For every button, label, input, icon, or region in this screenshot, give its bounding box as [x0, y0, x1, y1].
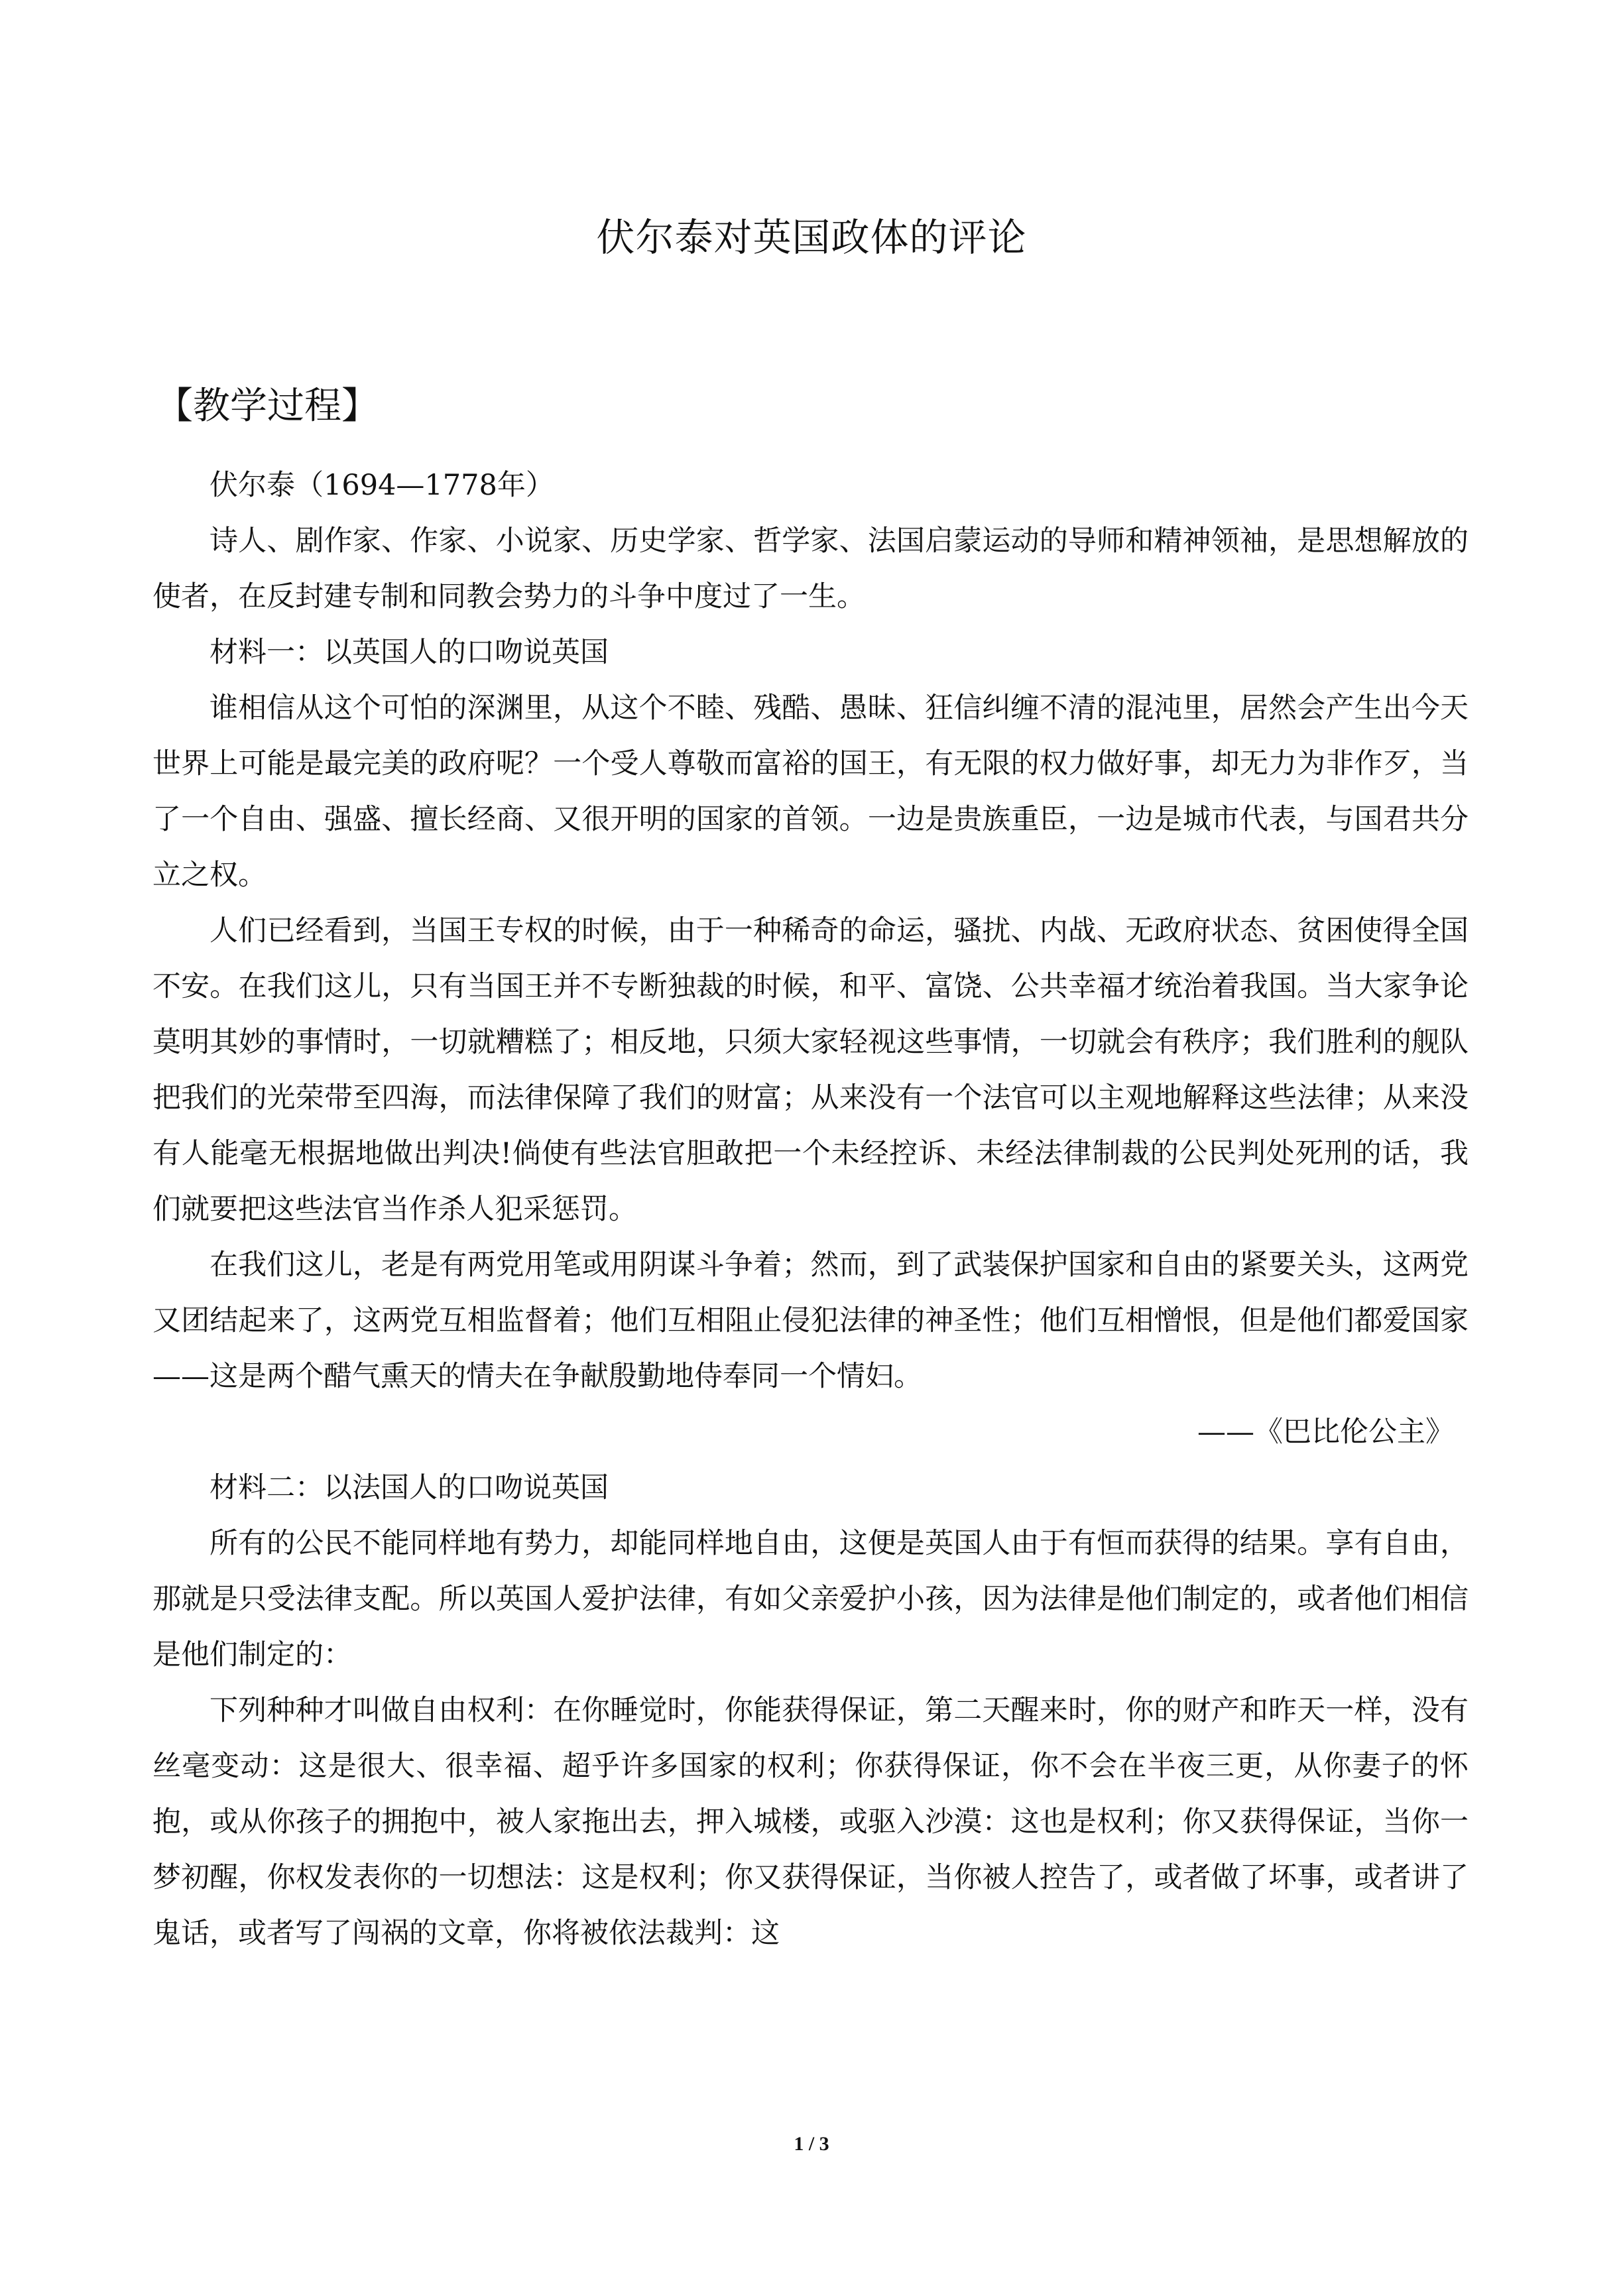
paragraph-material-one-1: 谁相信从这个可怕的深渊里，从这个不睦、残酷、愚昧、狂信纠缠不清的混沌里，居然会产生出今天世界上可能是最完美的政府呢？一个受人尊敬而富裕的国王，有无限的权力做好事，却无力为非作歹，当了一个自由、强盛、擅长经商、又很开明的国家的首领。一边是贵族重臣，一边是城市代表，与国君共分立之权。 — [152, 692, 1469, 892]
paragraph-material-two-1: 所有的公民不能同样地有势力，却能同样地自由，这便是英国人由于有恒而获得的结果。享有自由，那就是只受法律支配。所以英国人爱护法律，有如父亲爱护小孩，因为法律是他们制定的，或者他们相信是他们制定的： — [152, 1527, 1469, 1671]
paragraph-material-two-2: 下列种种才叫做自由权利：在你睡觉时，你能获得保证，第二天醒来时，你的财产和昨天一样，没有丝毫变动：这是很大、很幸福、超乎许多国家的权利；你获得保证，你不会在半夜三更，从你妻子的怀抱，或从你孩子的拥抱中，被人家拖出去，押入城楼，或驱入沙漠：这也是权利；你又获得保证，当你一梦初醒，你权发表你的一切想法：这是权利；你又获得保证，当你被人控告了，或者做了坏事，或者讲了鬼话，或者写了闯祸的文章，你将被依法裁判：这 — [152, 1694, 1469, 1950]
paragraph-material-one-3: 在我们这儿，老是有两党用笔或用阴谋斗争着；然而，到了武装保护国家和自由的紧要关头，这两党又团结起来了，这两党互相监督着；他们互相阻止侵犯法律的神圣性；他们互相憎恨，但是他们都爱国家——这是两个醋气熏天的情夫在争献殷勤地侍奉同一个情妇。 — [152, 1248, 1469, 1393]
paragraph-voltaire-dates: 伏尔泰（1694—1778年） — [210, 469, 554, 502]
document-body — [152, 457, 1469, 1961]
document-title: 伏尔泰对英国政体的评论 — [596, 215, 1027, 260]
page-number: 1 / 3 — [794, 2133, 829, 2155]
paragraph-material-one-2: 人们已经看到，当国王专权的时候，由于一种稀奇的命运，骚扰、内战、无政府状态、贫困使得全国不安。在我们这儿，只有当国王并不专断独裁的时候，和平、富饶、公共幸福才统治着我国。当大家争论莫明其妙的事情时，一切就糟糕了；相反地，只须大家轻视这些事情，一切就会有秩序；我们胜利的舰队把我们的光荣带至四海，而法律保障了我们的财富；从来没有一个法官可以主观地解释这些法律；从来没有人能毫无根据地做出判决!倘使有些法官胆敢把一个未经控诉、未经法律制裁的公民判处死刑的话，我们就要把这些法官当作杀人犯采惩罚。 — [152, 914, 1469, 1226]
source-citation: ——《巴比伦公主》 — [1197, 1416, 1454, 1449]
material-two-heading: 材料二：以法国人的口吻说英国 — [210, 1471, 609, 1504]
material-one-heading: 材料一：以英国人的口吻说英国 — [210, 636, 609, 669]
paragraph-voltaire-intro: 诗人、剧作家、作家、小说家、历史学家、哲学家、法国启蒙运动的导师和精神领袖，是思想解放的使者，在反封建专制和同教会势力的斗争中度过了一生。 — [152, 524, 1469, 613]
section-heading: 【教学过程】 — [156, 385, 379, 428]
